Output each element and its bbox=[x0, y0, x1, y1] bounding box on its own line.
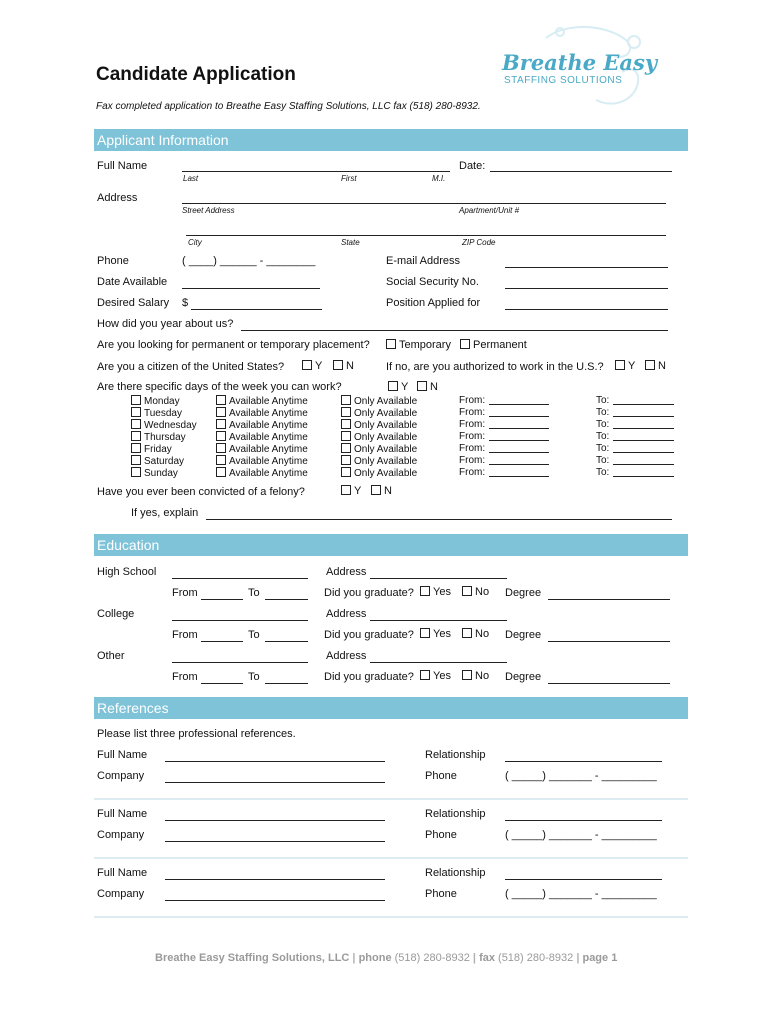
graduate-yes-1[interactable] bbox=[420, 628, 451, 640]
logo-subtitle: STAFFING SOLUTIONS bbox=[504, 75, 623, 86]
ref-phone-label-0: Phone bbox=[425, 770, 457, 782]
ref-phone-label-1: Phone bbox=[425, 829, 457, 841]
citizen-no-checkbox[interactable] bbox=[333, 360, 343, 370]
graduate-yes-0-label: Yes bbox=[433, 586, 451, 598]
to-field-4[interactable] bbox=[613, 443, 674, 453]
ref-relationship-field-0[interactable] bbox=[505, 750, 662, 762]
available-anytime-1[interactable] bbox=[216, 407, 308, 419]
available-anytime-1-checkbox[interactable] bbox=[216, 407, 226, 417]
permanent-option[interactable] bbox=[460, 339, 527, 351]
applicant-section-title: Applicant Information bbox=[97, 132, 229, 148]
day-5-checkbox[interactable] bbox=[131, 455, 141, 465]
ref-full-name-field-2[interactable] bbox=[165, 868, 385, 880]
education-to-field-0[interactable] bbox=[265, 588, 308, 600]
permanent-label: Permanent bbox=[473, 339, 527, 351]
available-anytime-2-label: Available Anytime bbox=[229, 420, 308, 431]
available-anytime-4-checkbox[interactable] bbox=[216, 443, 226, 453]
education-from-label-0: From bbox=[172, 587, 198, 599]
to-label-5: To: bbox=[596, 455, 610, 466]
to-label-0: To: bbox=[596, 395, 610, 406]
from-label-0: From: bbox=[459, 395, 486, 406]
education-address-label-1: Address bbox=[326, 608, 367, 620]
position-label: Position Applied for bbox=[386, 297, 481, 309]
ref-relationship-field-1[interactable] bbox=[505, 809, 662, 821]
day-4[interactable] bbox=[131, 443, 172, 455]
graduate-yes-0-checkbox[interactable] bbox=[420, 586, 430, 596]
education-from-field-2[interactable] bbox=[201, 672, 243, 684]
only-available-3[interactable] bbox=[341, 431, 417, 443]
days-no[interactable] bbox=[417, 381, 438, 393]
degree-label-1: Degree bbox=[505, 629, 542, 641]
heard-label: How did you year about us? bbox=[97, 318, 234, 330]
days-question: Are there specific days of the week you can work? bbox=[97, 381, 342, 393]
only-available-5[interactable] bbox=[341, 455, 417, 467]
day-2-checkbox[interactable] bbox=[131, 419, 141, 429]
available-anytime-3-checkbox[interactable] bbox=[216, 431, 226, 441]
days-no-checkbox[interactable] bbox=[417, 381, 427, 391]
only-available-0[interactable] bbox=[341, 395, 417, 407]
to-label-3: To: bbox=[596, 431, 610, 442]
ref-company-field-1[interactable] bbox=[165, 830, 385, 842]
sub-last: Last bbox=[183, 174, 199, 183]
to-label-2: To: bbox=[596, 419, 610, 430]
available-anytime-4[interactable] bbox=[216, 443, 308, 455]
sub-zip: ZIP Code bbox=[462, 238, 496, 247]
temporary-label: Temporary bbox=[399, 339, 451, 351]
only-available-1-checkbox[interactable] bbox=[341, 407, 351, 417]
logo-name: Breathe Easy bbox=[502, 50, 658, 75]
only-available-2-checkbox[interactable] bbox=[341, 419, 351, 429]
available-anytime-0[interactable] bbox=[216, 395, 308, 407]
available-anytime-6-checkbox[interactable] bbox=[216, 467, 226, 477]
available-anytime-1-label: Available Anytime bbox=[229, 408, 308, 419]
full-name-label: Full Name bbox=[97, 160, 148, 172]
only-available-6[interactable] bbox=[341, 467, 417, 479]
education-from-field-0[interactable] bbox=[201, 588, 243, 600]
phone-label: Phone bbox=[97, 255, 129, 267]
ref-relationship-label-2: Relationship bbox=[425, 867, 486, 879]
education-to-label-0: To bbox=[248, 587, 260, 599]
dollar-sign: $ bbox=[182, 297, 189, 309]
footer-fax: (518) 280-8932 bbox=[498, 952, 574, 964]
applicant-section-header bbox=[94, 129, 688, 151]
citizen-yes-checkbox[interactable] bbox=[302, 360, 312, 370]
permanent-checkbox[interactable] bbox=[460, 339, 470, 349]
explain-field[interactable] bbox=[206, 508, 672, 520]
graduate-no-0-checkbox[interactable] bbox=[462, 586, 472, 596]
graduate-no-0-label: No bbox=[475, 586, 490, 598]
school-name-field-2[interactable] bbox=[172, 651, 308, 663]
authorized-no-label: N bbox=[658, 360, 666, 372]
degree-label-2: Degree bbox=[505, 671, 542, 683]
degree-field-2[interactable] bbox=[548, 672, 670, 684]
education-row-label-0: High School bbox=[97, 566, 157, 578]
to-field-3[interactable] bbox=[613, 431, 674, 441]
day-6-checkbox[interactable] bbox=[131, 467, 141, 477]
only-available-0-checkbox[interactable] bbox=[341, 395, 351, 405]
to-field-6[interactable] bbox=[613, 467, 674, 477]
authorized-yes-checkbox[interactable] bbox=[615, 360, 625, 370]
graduate-no-2-checkbox[interactable] bbox=[462, 670, 472, 680]
from-label-3: From: bbox=[459, 431, 486, 442]
from-field-1[interactable] bbox=[489, 407, 549, 417]
only-available-5-label: Only Available bbox=[354, 456, 418, 467]
available-anytime-5-checkbox[interactable] bbox=[216, 455, 226, 465]
degree-label-0: Degree bbox=[505, 587, 542, 599]
footer-fax-label: fax bbox=[479, 952, 495, 964]
only-available-4-checkbox[interactable] bbox=[341, 443, 351, 453]
only-available-3-label: Only Available bbox=[354, 432, 418, 443]
ref-company-label-1: Company bbox=[97, 829, 145, 841]
only-available-6-label: Only Available bbox=[354, 468, 418, 479]
only-available-6-checkbox[interactable] bbox=[341, 467, 351, 477]
date-field[interactable] bbox=[490, 160, 672, 172]
felony-no-label: N bbox=[384, 485, 392, 497]
day-5[interactable] bbox=[131, 455, 184, 467]
phone-field[interactable]: ( ____) ______ - ________ bbox=[182, 255, 316, 267]
authorized-no[interactable] bbox=[645, 360, 666, 372]
authorized-no-checkbox[interactable] bbox=[645, 360, 655, 370]
only-available-2-label: Only Available bbox=[354, 420, 418, 431]
temporary-option[interactable] bbox=[386, 339, 451, 351]
day-0[interactable] bbox=[131, 395, 180, 407]
city-state-zip-field[interactable] bbox=[186, 224, 666, 236]
ref-phone-field-2[interactable]: ( _____) _______ - _________ bbox=[505, 888, 657, 900]
from-field-0[interactable] bbox=[489, 395, 549, 405]
position-field[interactable] bbox=[505, 298, 668, 310]
to-field-0[interactable] bbox=[613, 395, 674, 405]
only-available-0-label: Only Available bbox=[354, 396, 418, 407]
education-to-field-2[interactable] bbox=[265, 672, 308, 684]
page-title: Candidate Application bbox=[96, 64, 296, 85]
footer-page: page 1 bbox=[582, 952, 618, 964]
to-field-5[interactable] bbox=[613, 455, 674, 465]
authorized-yes[interactable] bbox=[615, 360, 635, 372]
day-4-label: Friday bbox=[144, 444, 172, 455]
graduate-yes-2-label: Yes bbox=[433, 670, 451, 682]
references-instruction: Please list three professional references. bbox=[97, 728, 296, 740]
degree-field-0[interactable] bbox=[548, 588, 670, 600]
education-address-field-1[interactable] bbox=[370, 609, 507, 621]
references-section-header bbox=[94, 697, 688, 719]
from-field-2[interactable] bbox=[489, 419, 549, 429]
education-from-label-2: From bbox=[172, 671, 198, 683]
citizen-yes-label: Y bbox=[315, 360, 323, 372]
day-1-checkbox[interactable] bbox=[131, 407, 141, 417]
day-1[interactable] bbox=[131, 407, 182, 419]
degree-field-1[interactable] bbox=[548, 630, 670, 642]
day-2[interactable] bbox=[131, 419, 197, 431]
ssn-field[interactable] bbox=[505, 277, 668, 289]
address-label: Address bbox=[97, 192, 138, 204]
references-section-title: References bbox=[97, 700, 169, 716]
footer-phone: (518) 280-8932 bbox=[394, 952, 470, 964]
citizen-question: Are you a citizen of the United States? bbox=[97, 361, 285, 373]
available-anytime-0-label: Available Anytime bbox=[229, 396, 308, 407]
felony-no-checkbox[interactable] bbox=[371, 485, 381, 495]
graduate-no-2[interactable] bbox=[462, 670, 489, 682]
to-field-2[interactable] bbox=[613, 419, 674, 429]
citizen-no[interactable] bbox=[333, 360, 354, 372]
graduate-question-2: Did you graduate? bbox=[324, 671, 414, 683]
only-available-1-label: Only Available bbox=[354, 408, 418, 419]
email-label: E-mail Address bbox=[386, 255, 460, 267]
ref-phone-field-1[interactable]: ( _____) _______ - _________ bbox=[505, 829, 657, 841]
ref-full-name-label-1: Full Name bbox=[97, 808, 148, 820]
school-name-field-1[interactable] bbox=[172, 609, 308, 621]
felony-yes[interactable] bbox=[341, 485, 361, 497]
explain-label: If yes, explain bbox=[131, 507, 199, 519]
education-section-title: Education bbox=[97, 537, 160, 553]
available-anytime-5-label: Available Anytime bbox=[229, 456, 308, 467]
placement-question: Are you looking for permanent or temporary placement? bbox=[97, 339, 370, 351]
sub-apt: Apartment/Unit # bbox=[459, 206, 520, 215]
education-address-label-2: Address bbox=[326, 650, 367, 662]
full-name-field[interactable] bbox=[182, 160, 450, 172]
available-anytime-6[interactable] bbox=[216, 467, 308, 479]
ref-full-name-label-2: Full Name bbox=[97, 867, 148, 879]
sub-street: Street Address bbox=[182, 206, 235, 215]
date-label: Date: bbox=[459, 160, 486, 172]
footer-phone-label: phone bbox=[358, 952, 392, 964]
only-available-4[interactable] bbox=[341, 443, 417, 455]
to-field-1[interactable] bbox=[613, 407, 674, 417]
from-field-3[interactable] bbox=[489, 431, 549, 441]
ref-relationship-field-2[interactable] bbox=[505, 868, 662, 880]
graduate-no-0[interactable] bbox=[462, 586, 489, 598]
education-address-field-0[interactable] bbox=[370, 567, 507, 579]
sub-city: City bbox=[188, 238, 202, 247]
from-field-5[interactable] bbox=[489, 455, 549, 465]
day-4-checkbox[interactable] bbox=[131, 443, 141, 453]
felony-yes-checkbox[interactable] bbox=[341, 485, 351, 495]
day-3-label: Thursday bbox=[144, 432, 186, 443]
sub-state: State bbox=[341, 238, 360, 247]
desired-salary-label: Desired Salary bbox=[97, 297, 170, 309]
heard-field[interactable] bbox=[241, 319, 668, 331]
fax-note: Fax completed application to Breathe Easy Staffing Solutions, LLC fax (518) 280-8932. bbox=[96, 101, 481, 112]
available-anytime-3[interactable] bbox=[216, 431, 308, 443]
ref-company-field-0[interactable] bbox=[165, 771, 385, 783]
available-anytime-5[interactable] bbox=[216, 455, 308, 467]
ref-full-name-label-0: Full Name bbox=[97, 749, 148, 761]
date-available-label: Date Available bbox=[97, 276, 168, 288]
education-address-label-0: Address bbox=[326, 566, 367, 578]
education-to-label-2: To bbox=[248, 671, 260, 683]
ref-phone-label-2: Phone bbox=[425, 888, 457, 900]
citizen-no-label: N bbox=[346, 360, 354, 372]
desired-salary-field[interactable] bbox=[191, 298, 322, 310]
available-anytime-3-label: Available Anytime bbox=[229, 432, 308, 443]
day-3[interactable] bbox=[131, 431, 186, 443]
ref-separator-1 bbox=[94, 857, 688, 859]
day-5-label: Saturday bbox=[144, 456, 185, 467]
only-available-5-checkbox[interactable] bbox=[341, 455, 351, 465]
days-yes-checkbox[interactable] bbox=[388, 381, 398, 391]
education-to-label-1: To bbox=[248, 629, 260, 641]
available-anytime-0-checkbox[interactable] bbox=[216, 395, 226, 405]
graduate-no-1-checkbox[interactable] bbox=[462, 628, 472, 638]
to-label-4: To: bbox=[596, 443, 610, 454]
to-label-6: To: bbox=[596, 467, 610, 478]
ref-company-field-2[interactable] bbox=[165, 889, 385, 901]
only-available-1[interactable] bbox=[341, 407, 417, 419]
education-row-label-1: College bbox=[97, 608, 135, 620]
ref-company-label-2: Company bbox=[97, 888, 145, 900]
temporary-checkbox[interactable] bbox=[386, 339, 396, 349]
ref-phone-field-0[interactable]: ( _____) _______ - _________ bbox=[505, 770, 657, 782]
ref-relationship-label-1: Relationship bbox=[425, 808, 486, 820]
days-no-label: N bbox=[430, 381, 438, 393]
street-address-field[interactable] bbox=[182, 192, 666, 204]
available-anytime-6-label: Available Anytime bbox=[229, 468, 308, 479]
only-available-2[interactable] bbox=[341, 419, 417, 431]
ref-company-label-0: Company bbox=[97, 770, 145, 782]
citizen-yes[interactable] bbox=[302, 360, 322, 372]
graduate-question-1: Did you graduate? bbox=[324, 629, 414, 641]
sub-first: First bbox=[341, 174, 357, 183]
sub-mi: M.I. bbox=[432, 174, 446, 183]
from-field-4[interactable] bbox=[489, 443, 549, 453]
education-from-field-1[interactable] bbox=[201, 630, 243, 642]
to-label-1: To: bbox=[596, 407, 610, 418]
email-field[interactable] bbox=[505, 256, 668, 268]
ref-relationship-label-0: Relationship bbox=[425, 749, 486, 761]
graduate-yes-1-checkbox[interactable] bbox=[420, 628, 430, 638]
education-from-label-1: From bbox=[172, 629, 198, 641]
felony-question: Have you ever been convicted of a felony? bbox=[97, 486, 305, 498]
only-available-3-checkbox[interactable] bbox=[341, 431, 351, 441]
education-row-label-2: Other bbox=[97, 650, 125, 662]
graduate-no-1-label: No bbox=[475, 628, 490, 640]
company-logo bbox=[486, 20, 656, 110]
available-anytime-2-checkbox[interactable] bbox=[216, 419, 226, 429]
day-3-checkbox[interactable] bbox=[131, 431, 141, 441]
from-label-5: From: bbox=[459, 455, 486, 466]
graduate-no-2-label: No bbox=[475, 670, 490, 682]
available-anytime-2[interactable] bbox=[216, 419, 308, 431]
from-field-6[interactable] bbox=[489, 467, 549, 477]
ref-full-name-field-1[interactable] bbox=[165, 809, 385, 821]
graduate-yes-1-label: Yes bbox=[433, 628, 451, 640]
graduate-yes-0[interactable] bbox=[420, 586, 451, 598]
day-0-label: Monday bbox=[144, 396, 180, 407]
from-label-6: From: bbox=[459, 467, 486, 478]
education-to-field-1[interactable] bbox=[265, 630, 308, 642]
ref-separator-0 bbox=[94, 798, 688, 800]
from-label-2: From: bbox=[459, 419, 486, 430]
education-section-header bbox=[94, 534, 688, 556]
day-2-label: Wednesday bbox=[144, 420, 197, 431]
day-1-label: Tuesday bbox=[144, 408, 182, 419]
authorized-question: If no, are you authorized to work in the U.S.? bbox=[386, 361, 604, 373]
school-name-field-0[interactable] bbox=[172, 567, 308, 579]
day-6-label: Sunday bbox=[144, 468, 178, 479]
days-yes-label: Y bbox=[401, 381, 409, 393]
only-available-4-label: Only Available bbox=[354, 444, 418, 455]
graduate-yes-2-checkbox[interactable] bbox=[420, 670, 430, 680]
day-6[interactable] bbox=[131, 467, 178, 479]
authorized-yes-label: Y bbox=[628, 360, 636, 372]
footer: Breathe Easy Staffing Solutions, LLC | phone (518) 280-8932 | fax (518) 280-8932 | page 1 bbox=[155, 952, 618, 964]
graduate-no-1[interactable] bbox=[462, 628, 489, 640]
felony-yes-label: Y bbox=[354, 485, 362, 497]
graduate-question-0: Did you graduate? bbox=[324, 587, 414, 599]
date-available-field[interactable] bbox=[182, 277, 320, 289]
education-address-field-2[interactable] bbox=[370, 651, 507, 663]
from-label-4: From: bbox=[459, 443, 486, 454]
ref-full-name-field-0[interactable] bbox=[165, 750, 385, 762]
ref-separator-2 bbox=[94, 916, 688, 918]
graduate-yes-2[interactable] bbox=[420, 670, 451, 682]
day-0-checkbox[interactable] bbox=[131, 395, 141, 405]
available-anytime-4-label: Available Anytime bbox=[229, 444, 308, 455]
days-yes[interactable] bbox=[388, 381, 408, 393]
felony-no[interactable] bbox=[371, 485, 392, 497]
from-label-1: From: bbox=[459, 407, 486, 418]
ssn-label: Social Security No. bbox=[386, 276, 479, 288]
footer-company: Breathe Easy Staffing Solutions, LLC bbox=[155, 952, 350, 964]
